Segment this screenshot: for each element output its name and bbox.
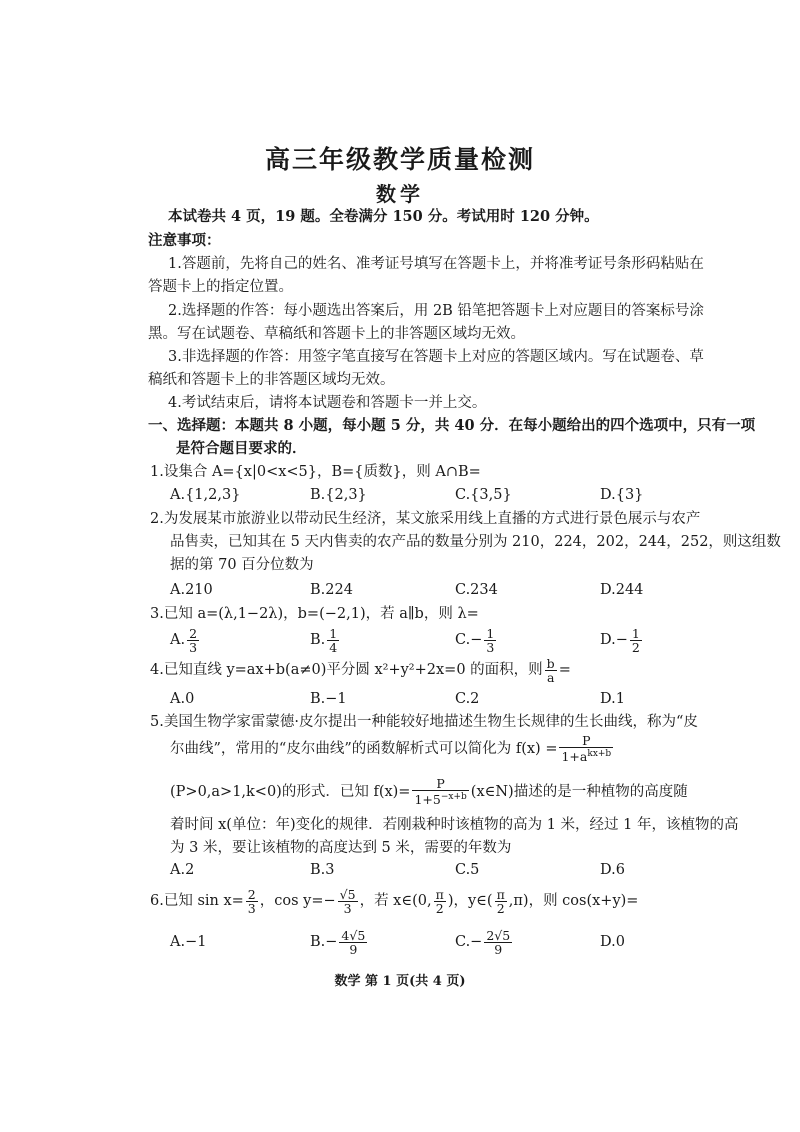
exam-title: 高三年级教学质量检测 xyxy=(264,145,535,174)
stem-text: ,π)，则 cos(x+y)= xyxy=(508,893,639,909)
fraction-denominator: 3 xyxy=(486,639,495,655)
fraction-denominator: 3 xyxy=(247,900,256,916)
fraction-denominator xyxy=(412,791,468,806)
q3-option-d xyxy=(600,625,644,655)
question-2-line: 2.为发展某市旅游业以带动民生经济，某文旅采用线上直播的方式进行景色展示与农产 xyxy=(150,511,701,527)
option-fraction xyxy=(339,929,367,956)
fraction-numerator: 1 xyxy=(631,625,640,641)
denominator-exponent: kx+b xyxy=(587,749,612,760)
stem-text: = xyxy=(558,662,571,678)
q5-option-a: A.2 xyxy=(170,862,195,878)
question-5-line: 着时间 x(单位：年)变化的规律．若刚栽种时该植物的高为 1 米，经过 1 年，该植物的高 xyxy=(170,817,739,833)
q2-option-d: D.244 xyxy=(600,582,644,598)
question-2-line: 品售卖，已知其在 5 天内售卖的农产品的数量分别为 210，224，202，244，252，则这组数 xyxy=(170,534,781,550)
stem-text: )，y∈( xyxy=(447,893,493,909)
q6-option-b xyxy=(310,926,369,958)
question-4-stem xyxy=(150,655,571,685)
stem-fraction xyxy=(412,777,468,806)
fraction-denominator: 4 xyxy=(329,639,338,655)
fraction-numerator: 2 xyxy=(189,625,198,641)
q6-option-d: D.0 xyxy=(600,934,625,950)
fraction-denominator: 3 xyxy=(189,639,198,655)
fraction-numerator: 4√5 xyxy=(341,927,366,943)
denominator-base: 1+a xyxy=(561,749,588,765)
stem-text: (x∈N)描述的是一种植物的高度随 xyxy=(470,784,688,800)
q2-option-b: B.224 xyxy=(310,582,353,598)
stem-fraction xyxy=(559,734,613,763)
fraction-denominator: 2 xyxy=(631,639,640,655)
note-line: 4.考试结束后，请将本试题卷和答题卡一并上交。 xyxy=(168,395,487,411)
q4-option-a: A.0 xyxy=(170,691,195,707)
stem-fraction xyxy=(246,888,258,915)
fraction-numerator: 2 xyxy=(247,886,256,902)
fraction-numerator: 1 xyxy=(486,625,495,641)
q4-option-d: D.1 xyxy=(600,691,625,707)
option-label: C.− xyxy=(455,934,483,950)
q2-option-c: C.234 xyxy=(455,582,498,598)
q3-option-b xyxy=(310,625,341,655)
question-5-line: 为 3 米，要让该植物的高度达到 5 米，需要的年数为 xyxy=(170,840,512,856)
fraction-denominator: 2 xyxy=(496,900,505,916)
question-5-line xyxy=(170,733,615,765)
notes-heading: 注意事项： xyxy=(148,232,221,249)
fraction-numerator: √5 xyxy=(339,886,356,902)
note-line: 1.答题前，先将自己的姓名、准考证号填写在答题卡上，并将准考证号条形码粘贴在 xyxy=(168,256,704,272)
fraction-denominator xyxy=(559,748,613,763)
q1-option-c: C.{3,5} xyxy=(455,487,512,503)
exam-info: 本试卷共 4 页，19 题。全卷满分 150 分。考试用时 120 分钟。 xyxy=(168,208,599,225)
question-5-line: 5.美国生物学家雷蒙德·皮尔提出一种能较好地描述生物生长规律的生长曲线，称为“皮 xyxy=(150,714,698,730)
option-fraction xyxy=(630,627,642,654)
option-label: B. xyxy=(310,632,326,648)
fraction-numerator: π xyxy=(496,886,505,902)
question-1-stem: 1.设集合 A={x|0<x<5}，B={质数}，则 A∩B= xyxy=(150,464,481,480)
q5-option-d: D.6 xyxy=(600,862,625,878)
fraction-denominator: 9 xyxy=(349,941,358,957)
option-label: D. xyxy=(600,632,616,648)
q6-option-a: A.−1 xyxy=(170,934,207,950)
note-line: 答题卡上的指定位置。 xyxy=(148,279,293,295)
page-footer: 数学 第 1 页(共 4 页) xyxy=(334,974,466,989)
fraction-numerator: P xyxy=(559,734,613,748)
q2-option-a: A.210 xyxy=(170,582,213,598)
option-sign: − xyxy=(470,632,483,648)
note-line: 黑。写在试题卷、草稿纸和答题卡上的非答题区域均无效。 xyxy=(148,326,525,342)
stem-fraction xyxy=(434,888,446,915)
fraction-numerator: 2√5 xyxy=(486,927,511,943)
option-fraction xyxy=(484,929,512,956)
stem-text: 4.已知直线 y=ax+b(a≠0)平分圆 x²+y²+2x=0 的面积，则 xyxy=(150,662,543,678)
q1-option-a: A.{1,2,3} xyxy=(170,487,241,503)
stem-fraction xyxy=(545,657,557,684)
fraction-numerator: P xyxy=(412,777,468,791)
fraction-denominator: a xyxy=(546,669,555,685)
q4-option-c: C.2 xyxy=(455,691,480,707)
subject-title: 数学 xyxy=(376,182,424,206)
fraction-numerator: π xyxy=(435,886,444,902)
fraction-numerator: 1 xyxy=(329,625,338,641)
stem-text: 6.已知 sin x= xyxy=(150,893,244,909)
option-fraction xyxy=(484,627,496,654)
fraction-denominator: 2 xyxy=(435,900,444,916)
stem-text: 尔曲线”，常用的“皮尔曲线”的函数解析式可以简化为 f(x) = xyxy=(170,741,558,757)
stem-fraction xyxy=(495,888,507,915)
q5-option-c: C.5 xyxy=(455,862,480,878)
q1-option-d: D.{3} xyxy=(600,487,644,503)
fraction-denominator: 3 xyxy=(343,900,352,916)
denominator-exponent: −x+b xyxy=(440,792,467,803)
section-heading-cont: 是符合题目要求的． xyxy=(176,440,307,457)
question-6-stem xyxy=(150,885,638,917)
q3-option-c xyxy=(455,625,498,655)
denominator-base: 1+5 xyxy=(414,792,441,808)
question-2-line: 据的第 70 百分位数为 xyxy=(170,557,314,573)
option-fraction xyxy=(187,627,199,654)
q4-option-b: B.−1 xyxy=(310,691,347,707)
option-label: B.− xyxy=(310,934,338,950)
option-label: C. xyxy=(455,632,471,648)
note-line: 2.选择题的作答：每小题选出答案后，用 2B 铅笔把答题卡上对应题目的答案标号涂 xyxy=(168,303,704,319)
option-label: A. xyxy=(170,632,186,648)
stem-text: ，cos y=− xyxy=(259,893,336,909)
section-heading: 一、选择题：本题共 8 小题，每小题 5 分，共 40 分．在每小题给出的四个选项中，只有一项 xyxy=(148,417,756,434)
question-3-stem: 3.已知 a=(λ,1−2λ)，b=(−2,1)，若 a∥b，则 λ= xyxy=(150,606,479,622)
fraction-denominator: 9 xyxy=(494,941,503,957)
option-sign: − xyxy=(615,632,628,648)
question-5-line xyxy=(170,776,688,808)
note-line: 3.非选择题的作答：用签字笔直接写在答题卡上对应的答题区域内。写在试题卷、草 xyxy=(168,349,704,365)
stem-text: (P>0,a>1,k<0)的形式．已知 f(x)= xyxy=(170,784,411,800)
stem-fraction xyxy=(338,888,358,915)
q6-option-c xyxy=(455,926,514,958)
q5-option-b: B.3 xyxy=(310,862,335,878)
option-fraction xyxy=(327,627,339,654)
fraction-numerator: b xyxy=(546,655,555,671)
stem-text: ，若 x∈(0, xyxy=(359,893,432,909)
q1-option-b: B.{2,3} xyxy=(310,487,367,503)
q3-option-a xyxy=(170,625,201,655)
note-line: 稿纸和答题卡上的非答题区域均无效。 xyxy=(148,372,395,388)
